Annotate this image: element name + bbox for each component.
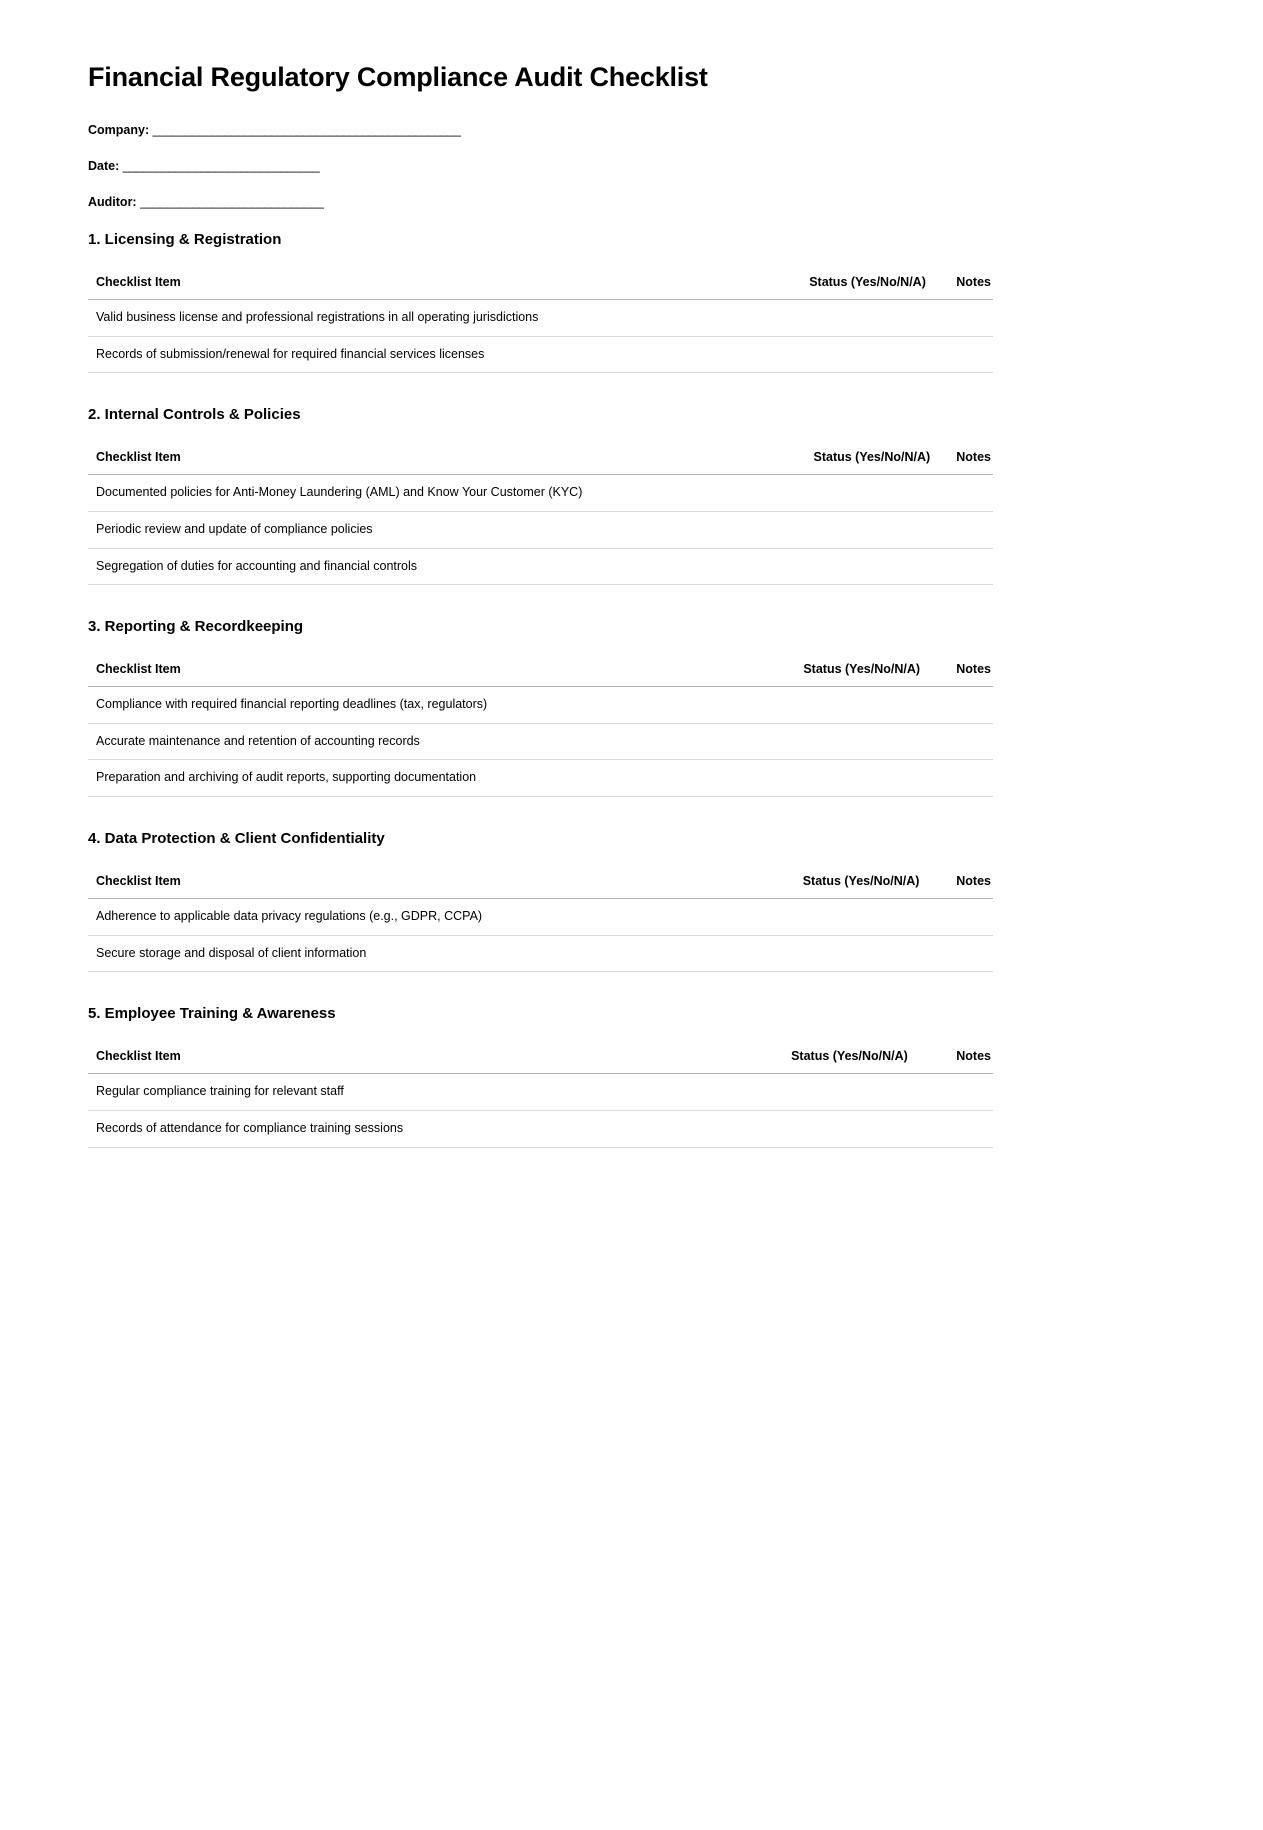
table-row (88, 687, 993, 724)
table-row (88, 475, 993, 512)
table-row (88, 511, 993, 548)
checklist-item-text: Records of submission/renewal for required financial services licenses (88, 336, 744, 373)
checklist-section (88, 618, 993, 797)
table-row (88, 899, 993, 936)
checklist-item-text: Secure storage and disposal of client information (88, 935, 719, 972)
checklist-section (88, 1005, 993, 1147)
checklist-notes-cell[interactable] (921, 935, 993, 972)
table-row (88, 723, 993, 760)
column-header-status: Status (Yes/No/N/A) (744, 275, 928, 300)
checklist-item-text: Accurate maintenance and retention of accounting records (88, 723, 721, 760)
column-header-notes: Notes (910, 1049, 993, 1074)
checklist-section (88, 830, 993, 972)
checklist-status-cell[interactable] (721, 723, 922, 760)
form-field-blank-line[interactable]: _______________________________________________ (152, 123, 461, 138)
column-header-checklist-item: Checklist Item (88, 1049, 674, 1074)
checklist-status-cell[interactable] (719, 899, 922, 936)
table-row (88, 1110, 993, 1147)
column-header-checklist-item: Checklist Item (88, 450, 760, 475)
checklist-item-text: Preparation and archiving of audit reports, supporting documentation (88, 760, 721, 797)
table-row (88, 1074, 993, 1111)
checklist-status-cell[interactable] (760, 475, 932, 512)
table-row (88, 300, 993, 337)
form-field-blank-line[interactable]: ____________________________ (140, 195, 324, 210)
checklist-notes-cell[interactable] (910, 1074, 993, 1111)
checklist-section (88, 231, 993, 373)
document-body (88, 62, 993, 1148)
checklist-item-text: Valid business license and professional registrations in all operating jurisdictions (88, 300, 744, 337)
checklist-table (88, 450, 993, 585)
column-header-status: Status (Yes/No/N/A) (674, 1049, 910, 1074)
checklist-status-cell[interactable] (744, 336, 928, 373)
checklist-notes-cell[interactable] (910, 1110, 993, 1147)
table-header-row (88, 275, 993, 300)
checklist-table (88, 1049, 993, 1147)
checklist-item-text: Documented policies for Anti-Money Laundering (AML) and Know Your Customer (KYC) (88, 475, 760, 512)
checklist-table (88, 275, 993, 373)
column-header-status: Status (Yes/No/N/A) (760, 450, 932, 475)
checklist-notes-cell[interactable] (922, 723, 993, 760)
column-header-status: Status (Yes/No/N/A) (721, 662, 922, 687)
table-row (88, 935, 993, 972)
checklist-notes-cell[interactable] (928, 300, 993, 337)
form-field-row (88, 159, 993, 174)
checklist-item-text: Periodic review and update of compliance policies (88, 511, 760, 548)
checklist-status-cell[interactable] (760, 511, 932, 548)
checklist-item-text: Compliance with required financial reporting deadlines (tax, regulators) (88, 687, 721, 724)
checklist-status-cell[interactable] (674, 1074, 910, 1111)
table-row (88, 548, 993, 585)
form-field-label: Auditor: (88, 195, 137, 210)
table-header-row (88, 1049, 993, 1074)
checklist-notes-cell[interactable] (928, 336, 993, 373)
checklist-status-cell[interactable] (744, 300, 928, 337)
checklist-table (88, 662, 993, 797)
checklist-status-cell[interactable] (674, 1110, 910, 1147)
table-row (88, 336, 993, 373)
column-header-notes: Notes (932, 450, 993, 475)
page-title: Financial Regulatory Compliance Audit Checklist (88, 62, 708, 92)
checklist-item-text: Records of attendance for compliance training sessions (88, 1110, 674, 1147)
table-header-row (88, 450, 993, 475)
checklist-status-cell[interactable] (721, 687, 922, 724)
form-field-label: Company: (88, 123, 150, 138)
checklist-section (88, 406, 993, 585)
table-header-row (88, 662, 993, 687)
form-field-row (88, 195, 993, 210)
checklist-sections (88, 231, 993, 1148)
form-fields (88, 123, 993, 210)
column-header-checklist-item: Checklist Item (88, 275, 744, 300)
checklist-status-cell[interactable] (719, 935, 922, 972)
column-header-checklist-item: Checklist Item (88, 662, 721, 687)
form-field-label: Date: (88, 159, 120, 174)
checklist-notes-cell[interactable] (932, 511, 993, 548)
checklist-notes-cell[interactable] (932, 475, 993, 512)
table-row (88, 760, 993, 797)
checklist-status-cell[interactable] (721, 760, 922, 797)
form-field-row (88, 123, 993, 138)
checklist-item-text: Segregation of duties for accounting and financial controls (88, 548, 760, 585)
section-title: 2. Internal Controls & Policies (88, 406, 301, 424)
section-title: 4. Data Protection & Client Confidentiality (88, 830, 385, 848)
checklist-notes-cell[interactable] (922, 687, 993, 724)
checklist-status-cell[interactable] (760, 548, 932, 585)
column-header-status: Status (Yes/No/N/A) (719, 874, 922, 899)
section-title: 5. Employee Training & Awareness (88, 1005, 336, 1023)
checklist-notes-cell[interactable] (932, 548, 993, 585)
checklist-item-text: Regular compliance training for relevant staff (88, 1074, 674, 1111)
checklist-item-text: Adherence to applicable data privacy regulations (e.g., GDPR, CCPA) (88, 899, 719, 936)
checklist-table (88, 874, 993, 972)
section-title: 1. Licensing & Registration (88, 231, 282, 249)
column-header-notes: Notes (921, 874, 993, 899)
table-header-row (88, 874, 993, 899)
form-field-blank-line[interactable]: ______________________________ (122, 159, 320, 174)
column-header-notes: Notes (922, 662, 993, 687)
column-header-checklist-item: Checklist Item (88, 874, 719, 899)
checklist-notes-cell[interactable] (922, 760, 993, 797)
column-header-notes: Notes (928, 275, 993, 300)
section-title: 3. Reporting & Recordkeeping (88, 618, 304, 636)
checklist-notes-cell[interactable] (921, 899, 993, 936)
